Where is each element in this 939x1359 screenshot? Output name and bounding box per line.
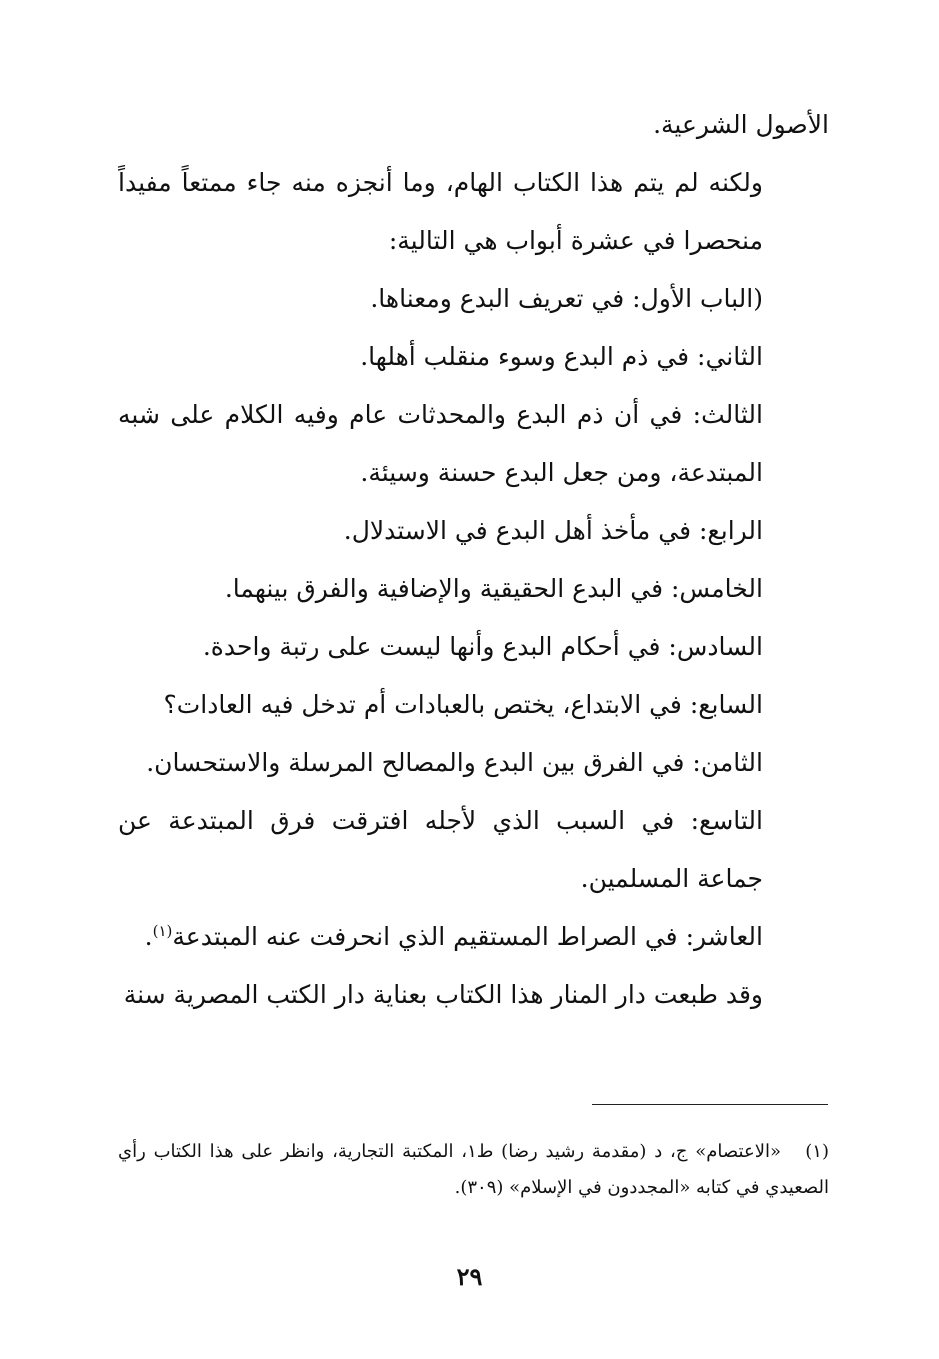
paragraph-1: الأصول الشرعية.	[653, 110, 829, 139]
footnote-divider	[592, 1104, 828, 1105]
chapter-6: السادس: في أحكام البدع وأنها ليست على رتبة واحدة.	[202, 632, 763, 661]
chapter-2: الثاني: في ذم البدع وسوء منقلب أهلها.	[360, 342, 763, 371]
paragraph-2: ولكنه لم يتم هذا الكتاب الهام، وما أنجزه منه جاء ممتعاً مفيداً منحصرا في عشرة أبواب هي التالية:	[118, 168, 763, 255]
chapter-7: السابع: في الابتداع، يختص بالعبادات أم تدخل فيه العادات؟	[163, 690, 763, 719]
footnote-reference[interactable]: (١)	[152, 922, 173, 940]
chapter-10	[118, 908, 829, 966]
main-text	[118, 96, 829, 1024]
chapter-10-end: .	[144, 922, 153, 951]
chapter-9: التاسع: في السبب الذي لأجله افترقت فرق المبتدعة عن جماعة المسلمين.	[118, 806, 763, 893]
footnote	[118, 1134, 829, 1206]
chapter-8: الثامن: في الفرق بين البدع والمصالح المرسلة والاستحسان.	[146, 748, 763, 777]
footnote-text: «الاعتصام» ج، د (مقدمة رشيد رضا) ط١، المكتبة التجارية، وانظر على هذا الكتاب رأي الصعيدي في كتابه «المجددون في الإسلام» (٣٠٩).	[118, 1141, 829, 1198]
chapter-10-text: العاشر: في الصراط المستقيم الذي انحرفت عنه المبتدعة	[172, 922, 763, 951]
chapter-4: الرابع: في مأخذ أهل البدع في الاستدلال.	[343, 516, 763, 545]
footnote-marker: (١)	[805, 1141, 829, 1162]
chapter-3: الثالث: في أن ذم البدع والمحدثات عام وفيه الكلام على شبه المبتدعة، ومن جعل البدع حسنة وسيئة.	[118, 400, 763, 487]
paragraph-final: وقد طبعت دار المنار هذا الكتاب بعناية دار الكتب المصرية سنة	[123, 980, 763, 1009]
page-number: ٢٩	[456, 1262, 483, 1291]
chapter-5: الخامس: في البدع الحقيقية والإضافية والفرق بينهما.	[224, 574, 763, 603]
chapter-1: (الباب الأول: في تعريف البدع ومعناها.	[370, 284, 763, 313]
